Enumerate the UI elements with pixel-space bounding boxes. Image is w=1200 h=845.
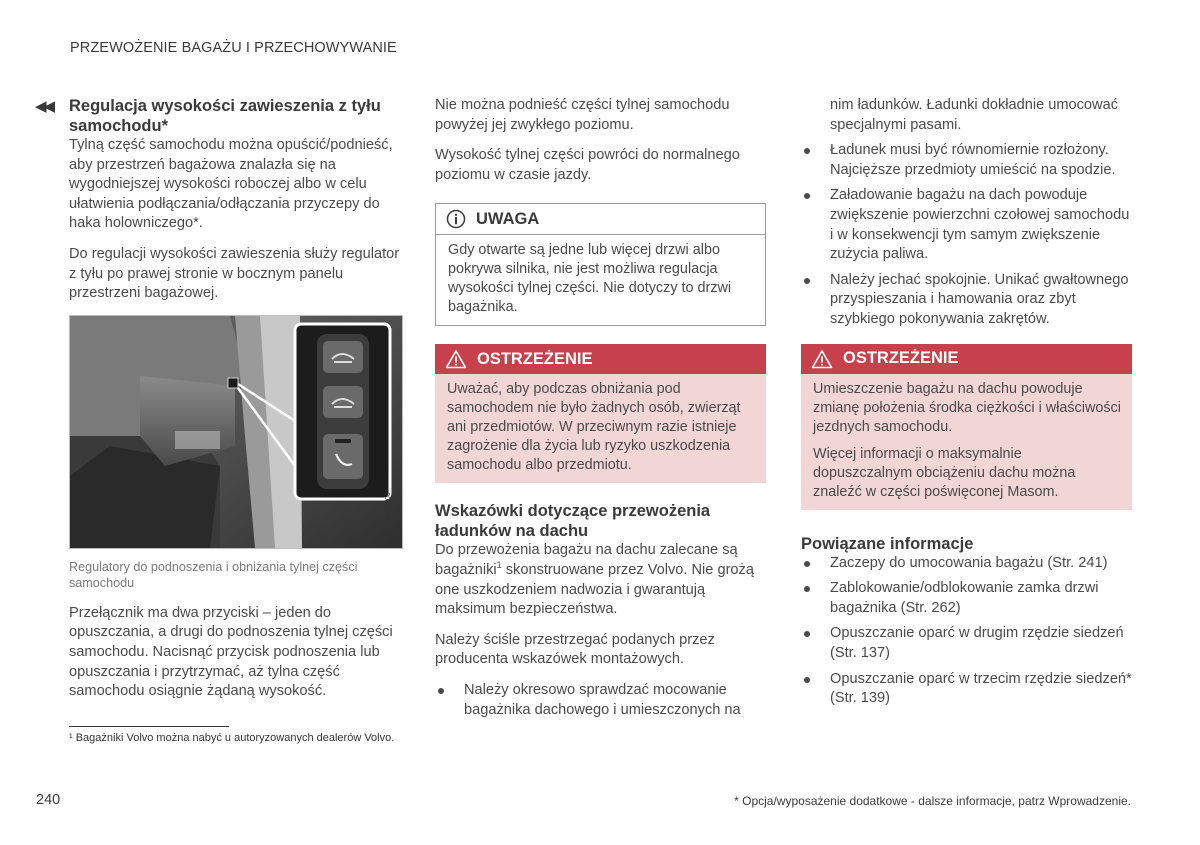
list-item [801, 186, 1132, 264]
bullet-text: Załadowanie bagażu na dach powoduje zwiększenie powierzchni czołowej samochodu i w konsekwencji tym samym zwiększenie zużycia paliwa. [830, 187, 1130, 263]
related-link-text[interactable]: Zablokowanie/odblokowanie zamka drzwi bagażnika (Str. 262) [830, 580, 1099, 616]
warning-text-2a: Umieszczenie bagażu na dachu powoduje zmianę położenia środka ciężkości i właściwości jezdnych samochodu. [813, 380, 1121, 435]
warning-header-1 [435, 344, 766, 374]
warning-box-2 [801, 344, 1132, 510]
warning-triangle-icon [445, 349, 467, 369]
note-box [435, 203, 766, 326]
related-link-text[interactable]: Opuszczanie oparć w trzecim rzędzie siedzeń* (Str. 139) [830, 670, 1132, 707]
note-text: Gdy otwarte są jedne lub więcej drzwi albo pokrywa silnika, nie jest możliwa regulacja wysokości tylnej części. Nie dotyczy to drzwi bagażnika. [435, 235, 766, 326]
warning-triangle-icon [811, 349, 833, 369]
list-item [435, 681, 766, 720]
warning-header-2 [801, 344, 1132, 374]
page-number: 240 [36, 792, 61, 808]
warning-title-1: OSTRZEŻENIE [477, 349, 593, 368]
bullet-icon [804, 193, 810, 199]
bullet-text: Należy okresowo sprawdzać mocowanie bagażnika dachowego i umieszczonych na [464, 681, 741, 718]
bullet-icon [804, 278, 810, 284]
bullet-text: nim ładunków. Ładunki dokładnie umocować specjalnymi pasami. [830, 97, 1118, 133]
note-title: UWAGA [476, 209, 540, 228]
bullet-icon [804, 148, 810, 154]
back-arrows-icon[interactable]: ◀◀ [35, 98, 53, 115]
col1-paragraph-2: Do regulacji wysokości zawieszenia służy regulator z tyłu po prawej stronie w bocznym panelu przestrzeni bagażowej. [69, 245, 400, 302]
footer-note: * Opcja/wyposażenie dodatkowe - dalsze informacje, patrz Wprowadzenie. [734, 794, 1131, 808]
roof-heading: Wskazówki dotyczące przewożenia ładunków na dachu [435, 502, 711, 541]
warning-title-2: OSTRZEŻENIE [843, 348, 959, 367]
trunk-switch-figure [69, 315, 403, 549]
roof-bullets-cont [801, 96, 1132, 330]
related-link-text[interactable]: Opuszczanie oparć w drugim rzędzie siedzeń (Str. 137) [830, 625, 1124, 661]
bullet-text: Ładunek musi być równomiernie rozłożony. Najcięższe przedmioty umieścić na spodzie. [830, 142, 1116, 178]
figure-code: G053900 [385, 491, 392, 521]
note-header [435, 203, 766, 235]
col2-paragraph-1: Nie można podnieść części tylnej samochodu powyżej jej zwykłego poziomu. [435, 97, 730, 133]
trunk-illustration-icon [70, 316, 402, 548]
related-link[interactable] [801, 554, 1132, 574]
col2-paragraph-3 [435, 541, 766, 619]
bullet-icon [804, 677, 810, 683]
list-item [801, 141, 1132, 180]
col2-paragraph-4: Należy ściśle przestrzegać podanych przez producenta wskazówek montażowych. [435, 631, 715, 668]
column-1 [69, 96, 401, 713]
col2-p3-after: skonstruowane przez Volvo. Nie grożą one uszkodzeniem nadwozia i gwarantują maksimum bezpieczeństwa. [435, 561, 754, 618]
warning-body-2 [801, 374, 1132, 510]
footnote-divider [69, 726, 229, 727]
warning-text-1: Uważać, aby podczas obniżania pod samochodem nie było żadnych osób, zwierząt ani przedmiotów. W przeciwnym razie istnieje zagrożenie dla życia lub ryzyko uszkodzenia samochodu albo przedmiotu. [435, 374, 766, 483]
related-list [801, 554, 1132, 709]
bullet-text: Należy jechać spokojnie. Unikać gwałtownego przyspieszania i hamowania oraz zbyt szybkiego pokonywania zakrętów. [830, 271, 1129, 327]
column-3 [801, 96, 1132, 720]
warning-text-2b: Więcej informacji o maksymalnie dopuszczalnym obciążeniu dachu można znaleźć w części poświęconej Masom. [813, 445, 1076, 500]
col1-paragraph-1: Tylną część samochodu można opuścić/podnieść, aby przestrzeń bagażowa znalazła się na wygodniejszej wysokości roboczej albo w celu ułatwienia podłączania/odłączania przyczepy do haka holowniczego*. [69, 137, 393, 232]
related-heading: Powiązane informacje [801, 534, 974, 553]
list-item [801, 271, 1132, 330]
column-2 [435, 96, 766, 731]
bullet-icon [804, 586, 810, 592]
roof-bullets [435, 681, 766, 720]
footnote: ¹ Bagażniki Volvo można nabyć u autoryzowanych dealerów Volvo. [69, 732, 395, 744]
bullet-icon [804, 561, 810, 567]
footnote-ref: 1 [496, 560, 502, 571]
bullet-icon [804, 631, 810, 637]
suspension-heading: Regulacja wysokości zawieszenia z tyłu samochodu* [69, 97, 381, 135]
related-link[interactable] [801, 670, 1132, 709]
col2-p3-before: Do przewożenia bagażu na dachu zalecane są bagażniki [435, 542, 738, 578]
related-link[interactable] [801, 579, 1132, 618]
related-link-text[interactable]: Zaczepy do umocowania bagażu (Str. 241) [830, 554, 1108, 571]
bullet-icon [438, 688, 444, 694]
info-icon [446, 209, 466, 229]
warning-box-1 [435, 344, 766, 483]
col2-paragraph-2: Wysokość tylnej części powróci do normalnego poziomu w czasie jazdy. [435, 147, 740, 183]
page-header: PRZEWOŻENIE BAGAŻU I PRZECHOWYWANIE [70, 40, 397, 56]
related-link[interactable] [801, 624, 1132, 663]
list-item [801, 96, 1132, 135]
col1-paragraph-3: Przełącznik ma dwa przyciski – jeden do opuszczania, a drugi do podnoszenia tylnej części samochodu. Nacisnąć przycisk podnoszenia lub opuszczania i przytrzymać, aż tylna część samochodu osiągnie żądaną wysokość. [69, 604, 393, 700]
figure-caption: Regulatory do podnoszenia i obniżania tylnej części samochodu [69, 559, 358, 591]
